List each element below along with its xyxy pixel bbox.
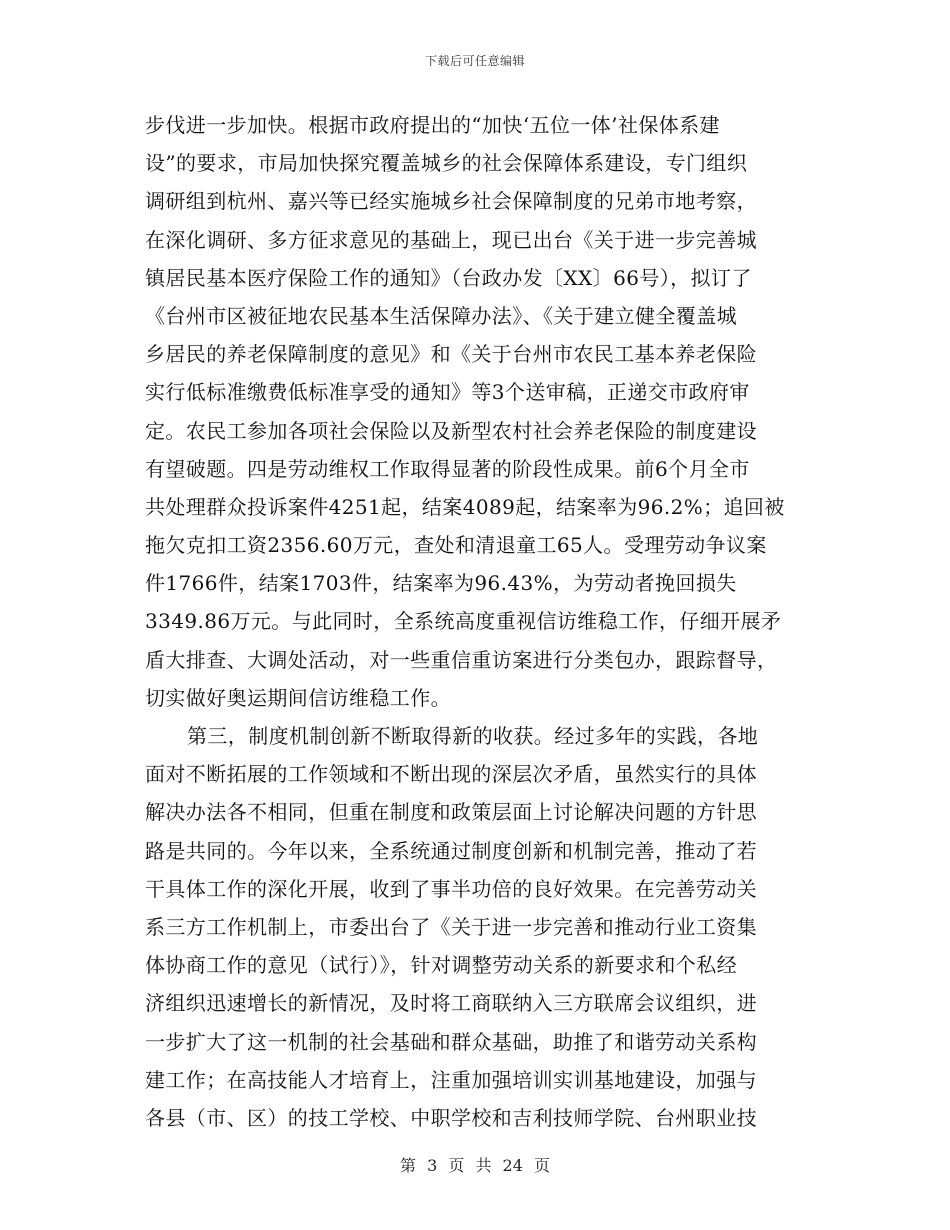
text-line: 件1766件，结案1703件，结案率为96.43%，为劳动者挽回损失 xyxy=(145,571,737,596)
text-line: 调研组到杭州、嘉兴等已经实施城乡社会保障制度的兄弟市地考察， xyxy=(145,189,757,214)
text-line: 拖欠克扣工资2356.60万元，查处和清退童工65人。受理劳动争议案 xyxy=(145,533,767,558)
text-line: 建工作；在高技能人才培育上，注重加强培训实训基地建设，加强与 xyxy=(145,1067,757,1092)
text-line: 《台州市区被征地农民基本生活保障办法》、《关于建立健全覆盖城 xyxy=(145,303,737,328)
text-line: 面对不断拓展的工作领域和不断出现的深层次矛盾，虽然实行的具体 xyxy=(145,762,757,787)
paragraph-start-line: 第三，制度机制创新不断取得新的收获。经过多年的实践，各地 xyxy=(187,724,759,748)
text-line: 在深化调研、多方征求意见的基础上，现已出台《关于进一步完善城 xyxy=(145,227,757,252)
text-line: 有望破题。四是劳动维权工作取得显著的阶段性成果。前6个月全市 xyxy=(145,456,750,481)
text-line: 定。农民工参加各项社会保险以及新型农村社会养老保险的制度建设 xyxy=(145,418,757,443)
text-line: 步伐进一步加快。根据市政府提出的“加快‘五位一体’社保体系建 xyxy=(145,113,720,137)
text-line: 各县（市、区）的技工学校、中职学校和吉利技师学院、台州职业技 xyxy=(145,1105,757,1130)
text-line: 镇居民基本医疗保险工作的通知》（台政办发〔XX〕66号），拟订了 xyxy=(145,265,752,290)
body-text xyxy=(145,106,805,1137)
text-line: 路是共同的。今年以来，全系统通过制度创新和机制完善，推动了若 xyxy=(145,838,757,863)
text-line: 切实做好奥运期间信访维稳工作。 xyxy=(145,685,451,710)
text-line: 系三方工作机制上，市委出台了《关于进一步完善和推动行业工资集 xyxy=(145,914,757,939)
text-line: 3349.86万元。与此同时，全系统高度重视信访维稳工作，仔细开展矛 xyxy=(145,609,782,634)
page-header: 下载后可任意编辑 xyxy=(424,54,525,68)
text-line: 实行低标准缴费低标准享受的通知》等3个送审稿，正递交市政府审 xyxy=(145,380,750,405)
text-line: 干具体工作的深化开展，收到了事半功倍的良好效果。在完善劳动关 xyxy=(145,876,757,901)
text-line: 共处理群众投诉案件4251起，结案4089起，结案率为96.2%；追回被 xyxy=(145,494,785,519)
text-line: 体协商工作的意见（试行）》，针对调整劳动关系的新要求和个私经 xyxy=(145,953,737,978)
text-line: 盾大排查、大调处活动，对一些重信重访案进行分类包办，跟踪督导， xyxy=(145,647,778,672)
text-line: 乡居民的养老保障制度的意见》和《关于台州市农民工基本养老保险 xyxy=(145,342,757,367)
text-line: 设”的要求，市局加快探究覆盖城乡的社会保障体系建设，专门组织 xyxy=(145,151,748,176)
text-line: 济组织迅速增长的新情况，及时将工商联纳入三方联席会议组织，进 xyxy=(145,991,757,1016)
text-line: 一步扩大了这一机制的社会基础和群众基础，助推了和谐劳动关系构 xyxy=(145,1029,757,1054)
text-line: 解决办法各不相同，但重在制度和政策层面上讨论解决问题的方针思 xyxy=(145,800,757,825)
page-footer: 第 3 页 共 24 页 xyxy=(400,1156,550,1175)
